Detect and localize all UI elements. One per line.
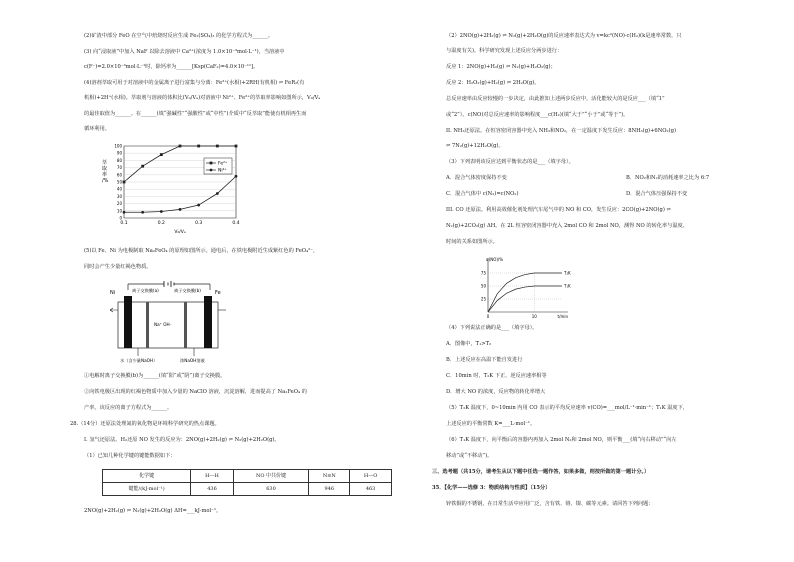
table-cell: 436 (191, 483, 233, 496)
text-line: （5）T₂K 温度下，0~10min 内用 CO 表示的平均反应速率 v(CO)=___mol/L⁻¹·min⁻¹；T₁K 温度下， (446, 405, 688, 411)
data-point (160, 210, 163, 213)
data-point (141, 165, 144, 168)
text-line: B．上述反应在高温下能自发进行 (446, 357, 523, 363)
table-cell: 键能/(kJ·mol⁻¹) (103, 483, 191, 496)
y-tick-label: 10 (116, 208, 122, 214)
data-point (123, 181, 126, 184)
text-line: N₂(g)+2CO₂(g) ΔH。在 2L 恒容密闭容器中充入 2mol CO 和 2mol NO，测得 NO 的转化率与温度、 (446, 223, 688, 229)
y-tick-label: 70 (116, 165, 122, 171)
text-line: D．增大 NO 的浓度，反应物的转化率增大 (446, 389, 546, 395)
y-tick-label: 50 (480, 283, 486, 289)
text-line: (5)以 Fe、Ni 为电极制取 Na₂FeO₄ 的原理如图所示。通电后，在铁电极附近生成紫红色的 FeO₄²⁻， (84, 248, 319, 254)
ion-label: Na⁺ OH⁻ (154, 322, 172, 327)
y-tick-label: 50 (116, 179, 122, 185)
table-header: N≡N (309, 470, 350, 483)
table-header: H—H (191, 470, 233, 483)
conversion-chart-svg (464, 254, 584, 322)
text-line: 反应 2：H₂O₂(g)+H₂(g) ⇌ 2H₂O(g)。 (446, 80, 540, 86)
x-tick-label: 0.3 (195, 221, 203, 226)
text-line: c(F⁻)=2.0×10⁻³mol·L⁻¹时，除钙率为______[Ksp(CaF₂)=4.0×10⁻¹¹]。 (84, 64, 259, 70)
bottom-right-label: 浓NaOH溶液 (180, 358, 205, 363)
y-tick-label: 60 (116, 172, 122, 178)
text-line: I. 氢气还原法。H₂还原 NO 发生的反应为：2NO(g)+2H₂(g) ⇌ N₂(g)+2H₂O(g)。 (84, 437, 280, 443)
data-point (141, 211, 144, 214)
text-line: ②向铁电极区出现的红褐色物质中加入少量的 NaClO 溶液，沉淀溶解，进而提高了 Na₂FeO₄ 的 (84, 389, 307, 395)
text-line: 上述反应的平衡常数 K=___L·mol⁻¹。 (446, 421, 536, 427)
table-header: NO 中共价键 (233, 470, 309, 483)
data-point (123, 211, 126, 214)
text-line: 时间的关系如图所示。 (446, 239, 498, 245)
y-tick-label: 25 (480, 296, 486, 302)
electrolysis-diagram (98, 280, 238, 366)
data-point (197, 204, 200, 207)
text-line: 锌铁铜的不锈钢，在日常生活中应用广泛，含有铁、铬、镍、碳等元素。请回答下列问题： (446, 501, 654, 507)
x-tick-label: 0.1 (120, 221, 128, 226)
text-line: C．10min 时，T₂K 下正、逆反应速率相等 (446, 373, 547, 379)
legend-label: Ni²⁺ (218, 168, 227, 174)
text-line: 产率。该反应的离子方程式为______。 (84, 405, 173, 411)
question-heading: 35．【化学——选修 3：物质结构与性质】（15分） (432, 485, 551, 491)
option-c: C．混合气体中 c(N₂)=c(NO₂) (446, 191, 519, 197)
data-point (235, 145, 238, 148)
option-d: D．混合气体压强保持不变 (626, 191, 688, 197)
data-point (179, 145, 182, 148)
table-cell: 946 (309, 483, 350, 496)
x-axis-label: t/min (557, 314, 568, 319)
conversion-chart (464, 254, 584, 322)
text-line: （6）T₁K 温度下，向平衡后的容器内再加入 2mol N₂和 2mol NO，则平衡___(填“向右移动”“向左 (446, 437, 677, 443)
text-line: 总反应速率由反应较慢的一步决定，由此推知上述两步反应中，活化能较大的是反应___（填“1” (446, 96, 665, 102)
electrolysis-svg (98, 280, 238, 366)
legend-marker (210, 169, 213, 172)
text-line: III. CO 还原法。利用高效催化剂处理汽车尾气中的 NO 和 CO，发生反应：2CO(g)+2NO(g) ⇌ (446, 207, 671, 213)
x-axis-label: V₀/Vₐ (174, 230, 186, 235)
y-tick-label: 75 (480, 270, 486, 276)
y-tick-label: 0 (119, 215, 122, 221)
x-tick-label: 10 (531, 314, 537, 319)
text-line: A．图像中，T₁>T₂ (446, 341, 492, 347)
series-label: T₂K (564, 270, 571, 276)
series-line (488, 273, 562, 312)
bottom-left-label: 水（含少量NaOH） (120, 358, 158, 363)
text-line: 与温度有关)。科学研究发现上述反应分两步进行： (446, 48, 563, 54)
membrane-b-label: 离子交换膜(b) (174, 288, 201, 293)
text-line: ①电解时离子交换膜(b)为______(填“阳”或“阴”)离子交换膜。 (84, 373, 226, 379)
x-tick-label: 0.4 (232, 221, 240, 226)
option-b: B．NO₂和N₂的消耗速率之比为 6:7 (626, 175, 710, 181)
fe-label: Fe (215, 290, 221, 296)
data-point (216, 145, 219, 148)
data-point (216, 192, 219, 195)
text-line: (3) 向“浸取液”中加入 NaF 以除去溶液中 Ca²⁺(浓度为 1.0×10⁻³mol·L⁻¹)，当溶液中 (84, 49, 285, 55)
section-heading: 三、选考题（共15分，请考生从以下题中任选一题作答，如果多做，则按所做的第一题计分。） (432, 469, 650, 475)
text-line: 移动”或“不移动”)。 (446, 453, 493, 459)
y-tick-label: 80 (116, 157, 122, 163)
bond-energy-table (102, 469, 392, 496)
text-line: 机相)+2H⁺(水相)。萃取剂与溶液的体积比(V₀/Vₐ)对溶液中 Ni²⁺、Fe²⁺的萃取率影响如图所示，V₀/Vₐ (84, 95, 321, 101)
y-tick-label: 20 (116, 201, 122, 207)
membrane-a-label: 离子交换膜(a) (132, 288, 159, 293)
text-line: 反应 1：2NO(g)+H₂(g) ⇌ N₂(g)+H₂O₂(g)； (446, 64, 556, 70)
text-line: 2NO(g)+2H₂(g) ⇌ N₂(g)+2H₂O(g) ΔH=___kJ·mol⁻¹。 (84, 508, 222, 514)
table-header: 化学键 (103, 470, 191, 483)
extraction-chart-svg (96, 140, 256, 238)
text-line: 循环利用。 (84, 126, 110, 132)
question-heading: 28.（14分）还原法处理氮的氧化物是环境科学研究的热点课题。 (70, 421, 220, 427)
text-line: （2）2NO(g)+2H₂(g) ⇌ N₂(g)+2H₂O(g)的反应速率表达式为 v=kc²(NO)·c(H₂)(k是速率常数，只 (446, 33, 682, 39)
text-line: (4)溶剂萃取可用于对溶液中的金属离子进行富集与分离：Fe²⁺(水相)+2RH(有机相) ⇌ FeR₂(有 (84, 80, 305, 86)
text-line: 或“2”）。c(NO)对总反应速率的影响程度___c(H₂)(填“大于”“小于”或“等于”)。 (446, 112, 629, 118)
table-cell: 630 (233, 483, 309, 496)
text-line: （1）已知几种化学键的键能数据如下： (84, 453, 176, 459)
data-point (179, 208, 182, 211)
text-line: II. NH₃还原法。在恒容密闭容器中充入 NH₃和NO₂，在一定温度下发生反应：8NH₃(g)+6NO₂(g) (446, 128, 676, 134)
option-a: A．混合气体密度保持不变 (446, 175, 507, 181)
x-tick-label: 0 (486, 314, 490, 319)
x-tick-label: 0.2 (157, 221, 165, 226)
series-label: T₁K (564, 283, 571, 289)
text-line: 同时会产生少量红褐色物质。 (84, 264, 152, 270)
extraction-chart (96, 140, 256, 238)
table-header-row (103, 470, 392, 483)
y-tick-label: 30 (116, 193, 122, 199)
text-line: (2)矿渣中部分 FeO 在空气中焙烧时反应生成 Fe₂(SO₄)₃ 的化学方程式为______。 (84, 33, 274, 39)
table-row (103, 483, 392, 496)
data-point (160, 153, 163, 156)
text-line: （4）下列说法正确的是___（填字母）。 (446, 325, 538, 331)
ni-label: Ni (110, 290, 116, 296)
table-cell: 463 (350, 483, 392, 496)
y-tick-label: 100 (114, 143, 122, 149)
y-axis-label: 萃取率/% (102, 160, 109, 184)
data-point (197, 145, 200, 148)
legend-label: Fe²⁺ (218, 161, 228, 167)
text-line: ⇌ 7N₂(g)+12H₂O(g)。 (446, 143, 504, 149)
y-axis-label: α(NO)/% (486, 257, 504, 262)
y-tick-label: 40 (116, 186, 122, 192)
legend-marker (210, 162, 213, 165)
series-line (124, 176, 236, 212)
right-column (432, 0, 786, 562)
y-tick-label: 90 (116, 150, 122, 156)
data-point (235, 175, 238, 178)
text-line: 的最佳取值为______。在______(填“强碱性”“强酸性”或“中性”)介质中“反萃取”能使有机相再生而 (84, 111, 307, 117)
text-line: （3）下列表明该反应达到平衡状态的是___（填字母）。 (446, 159, 574, 165)
left-column (70, 0, 428, 562)
table-header: H—O (350, 470, 392, 483)
